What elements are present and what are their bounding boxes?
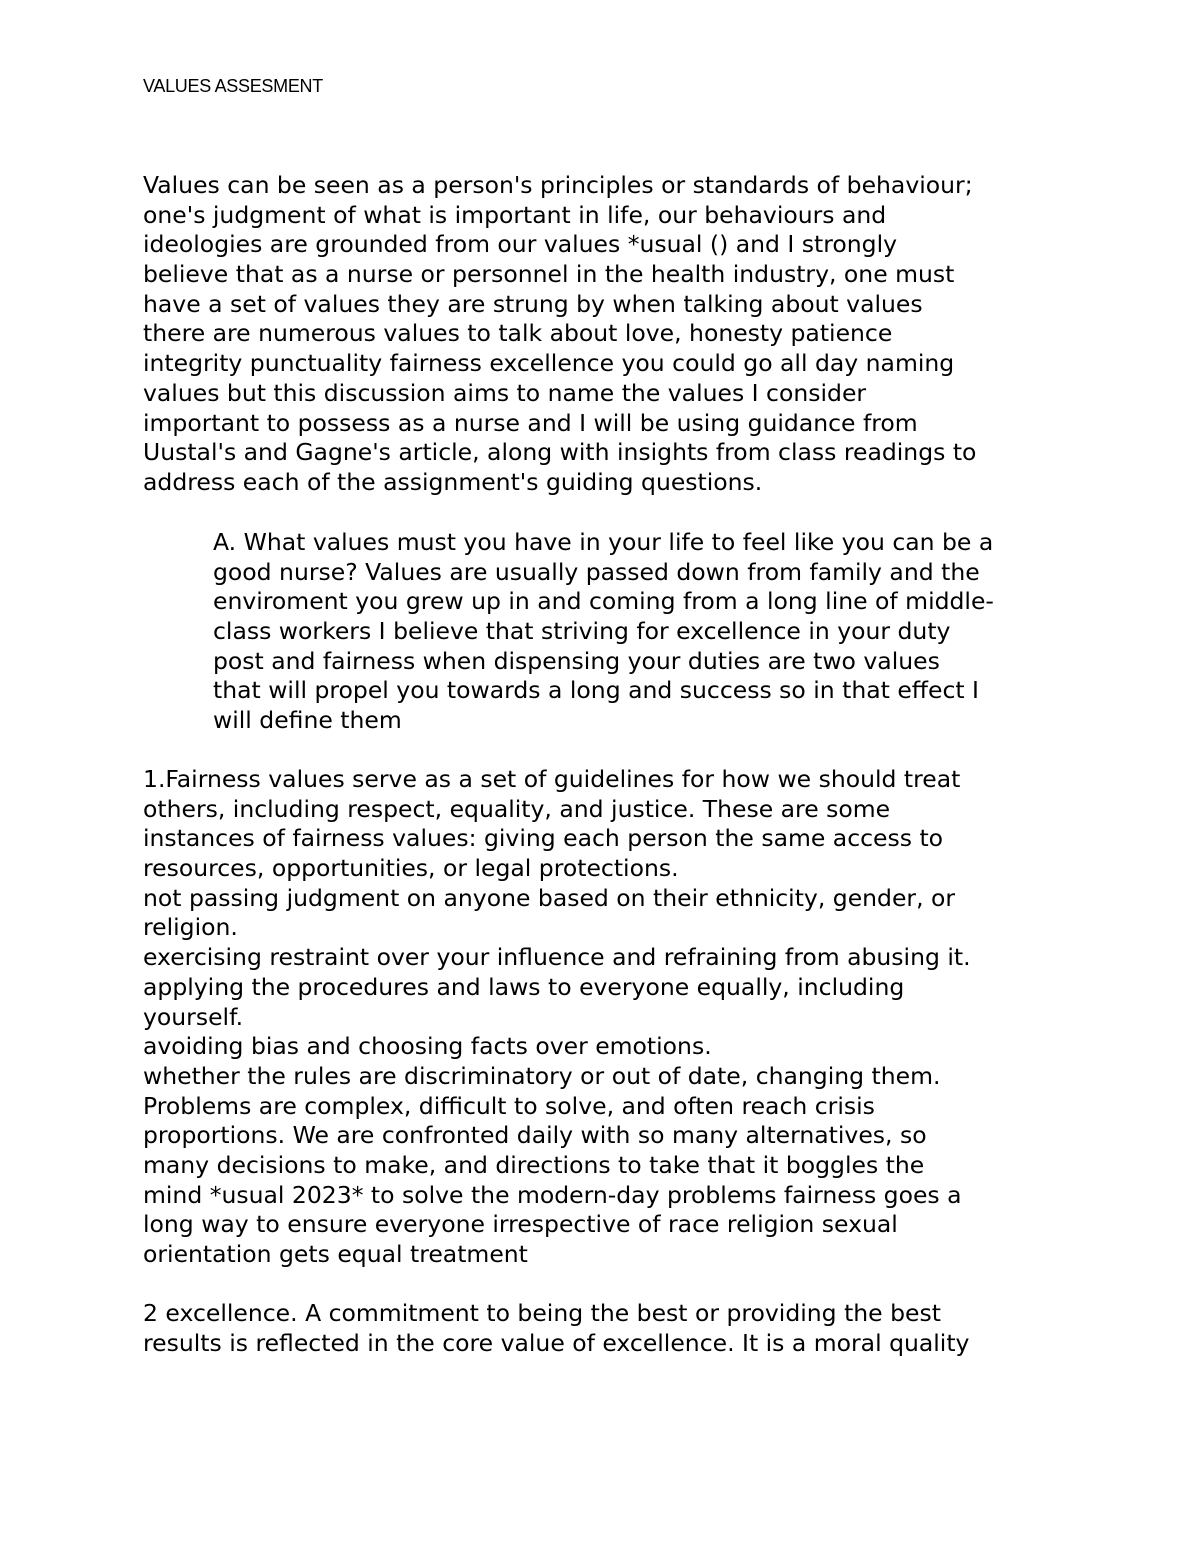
text-line: 2 excellence. A commitment to being the best or providing the best	[143, 1299, 941, 1327]
text-line: religion.	[143, 913, 238, 942]
text-line: exercising restraint over your influence and refraining from abusing it.	[143, 943, 971, 972]
text-line: integrity punctuality fairness excellence you could go all day naming	[143, 349, 955, 378]
text-line: results is reflected in the core value of excellence. It is a moral quality	[143, 1328, 970, 1357]
text-line: address each of the assignment's guiding questions.	[143, 467, 763, 496]
text-line: enviroment you grew up in and coming from a long line of middle-	[213, 587, 994, 616]
text-line: proportions. We are confronted daily with so many alternatives, so	[143, 1121, 927, 1150]
text-line: many decisions to make, and directions to take that it boggles the	[143, 1150, 925, 1179]
text-line: resources, opportunities, or legal protections.	[143, 854, 679, 883]
text-line: believe that as a nurse or personnel in the health industry, one must	[143, 260, 955, 289]
text-line: applying the procedures and laws to everyone equally, including	[143, 972, 905, 1001]
text-line: good nurse? Values are usually passed down from family and the	[213, 557, 980, 586]
text-line: long way to ensure everyone irrespective of race religion sexual	[143, 1210, 898, 1239]
text-line: instances of fairness values: giving each person the same access to	[143, 824, 944, 853]
text-line: mind *usual 2023* to solve the modern-day problems fairness goes a	[143, 1180, 962, 1209]
text-line: one's judgment of what is important in life, our behaviours and	[143, 200, 887, 229]
text-line: others, including respect, equality, and justice. These are some	[143, 794, 891, 823]
text-line: values but this discussion aims to name the values I consider	[143, 378, 867, 407]
section-a-paragraph	[213, 528, 1073, 736]
text-line: 1.Fairness values serve as a set of guidelines for how we should treat	[143, 765, 961, 793]
text-line: avoiding bias and choosing facts over emotions.	[143, 1032, 712, 1061]
text-line: there are numerous values to talk about love, honesty patience	[143, 319, 893, 348]
text-line: that will propel you towards a long and success so in that effect I	[213, 676, 979, 705]
text-line: will define them	[213, 706, 402, 735]
document-title: VALUES ASSESMENT	[143, 76, 323, 96]
intro-paragraph	[143, 171, 1063, 498]
text-line: whether the rules are discriminatory or out of date, changing them.	[143, 1061, 941, 1090]
text-line: post and fairness when dispensing your duties are two values	[213, 646, 940, 675]
text-line: A. What values must you have in your life to feel like you can be a	[213, 528, 994, 556]
excellence-paragraph	[143, 1299, 1063, 1358]
fairness-paragraph	[143, 765, 1063, 1270]
text-line: have a set of values they are strung by when talking about values	[143, 289, 923, 318]
text-line: Problems are complex, difficult to solve, and often reach crisis	[143, 1091, 875, 1120]
text-line: yourself.	[143, 1002, 244, 1031]
text-line: ideologies are grounded from our values *usual () and I strongly	[143, 230, 898, 259]
text-line: important to possess as a nurse and I will be using guidance from	[143, 408, 918, 437]
text-line: class workers I believe that striving for excellence in your duty	[213, 617, 951, 646]
text-line: Values can be seen as a person's principles or standards of behaviour;	[143, 171, 973, 199]
text-line: Uustal's and Gagne's article, along with insights from class readings to	[143, 438, 977, 467]
text-line: orientation gets equal treatment	[143, 1240, 528, 1268]
text-line: not passing judgment on anyone based on their ethnicity, gender, or	[143, 883, 956, 912]
